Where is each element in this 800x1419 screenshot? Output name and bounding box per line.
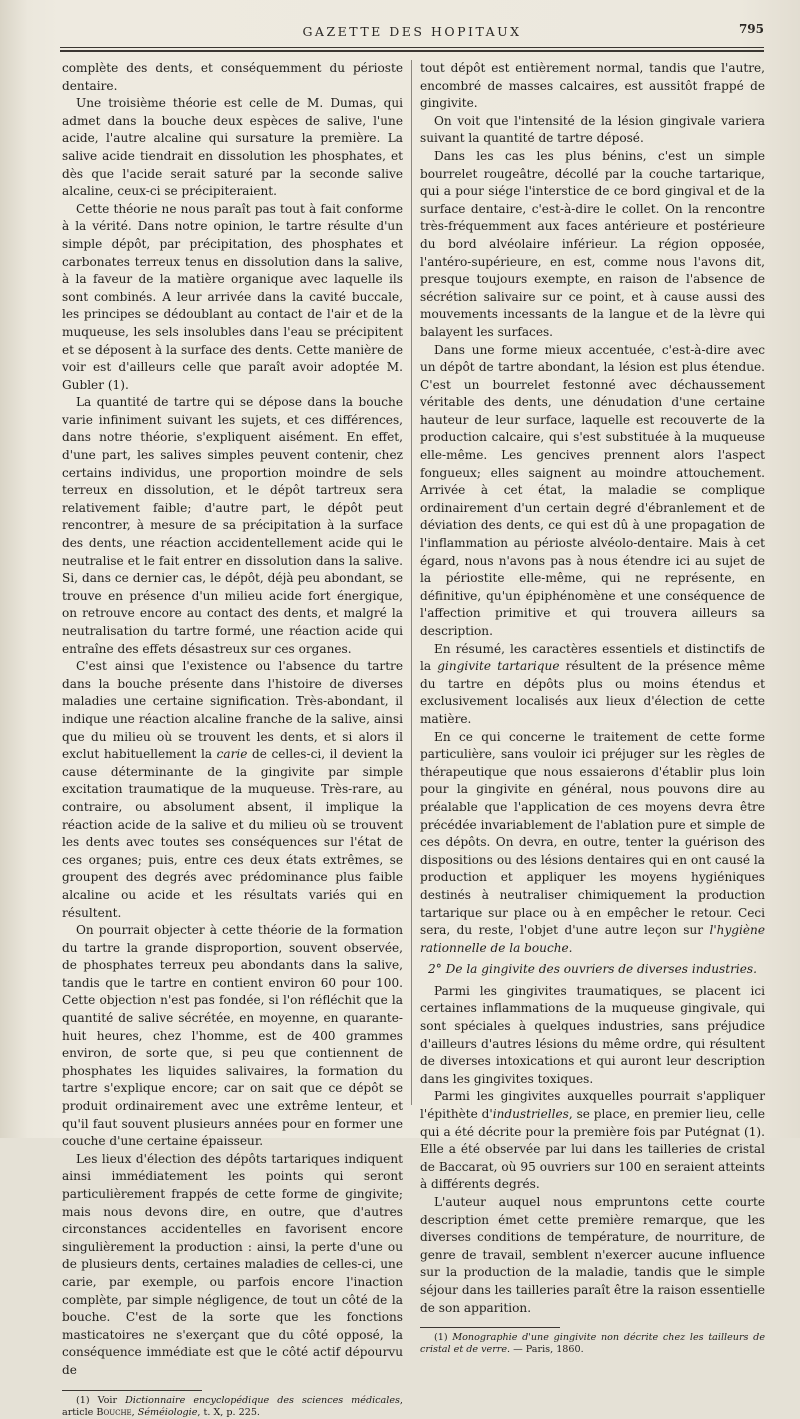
footnote-text: (1) Voir: [76, 1394, 126, 1406]
paragraph: [62, 658, 403, 922]
footnote-text: — Paris, 1860.: [510, 1344, 584, 1356]
text-run: résultent de la présence même du tartre en dépôts plus ou moins étendus et exclusivement localisés aux lieux d'élection de cette matière.: [420, 659, 765, 726]
text-run: Parmi les gingivites auxquelles pourrait s'appliquer l'épithète d': [420, 1089, 765, 1122]
paragraph: complète des dents, et conséquemment du périoste dentaire.: [62, 61, 403, 93]
italic-term: industrielles: [492, 1107, 569, 1122]
footnote-text: (1): [434, 1332, 453, 1344]
text-run: C'est ainsi que l'existence ou l'absence du tartre dans la bouche présente dans l'histoire de diverses maladies une certaine signification. Très-abondant, il indique une réaction alcaline franche de la salive, ainsi que du milieu où se trouvent les dents, et si alors il exclut habituellement la: [62, 659, 403, 762]
left-column: [62, 60, 403, 1419]
paragraph: Les lieux d'élection des dépôts tartariques indiquent ainsi immédiatement les points qui seront particulièrement frappés de cette forme de gingivite; mais nous devons dire, en outre, que d'autres circonstances accidentelles en favorisent encore singulièrement la production : ainsi, la perte d'une ou de plusieurs dents, certaines maladies de celles-ci, une carie, par exemple, ou parfois encore l'inaction complète, par simple négligence, de tout un côté de la bouche. C'est de la sorte que les fonctions masticatoires ne s'exerçant que du côté opposé, la conséquence immédiate est que le côté actif dépourvu de: [62, 1151, 403, 1377]
paragraph: [420, 1088, 765, 1194]
italic-term: gingivite tartarique: [437, 659, 560, 674]
paragraph: L'auteur auquel nous empruntons cette courte description émet cette première remarque, que les diverses conditions de température, de nourriture, de genre de travail, semblent n'exercer aucune influence sur la production de la maladie, tandis que le simple séjour dans les tailleries paraît être la raison essentielle de son apparition.: [420, 1195, 765, 1315]
right-column: [420, 60, 765, 1356]
paragraph: On voit que l'intensité de la lésion gingivale variera suivant la quantité de tartre déposé.: [420, 113, 765, 146]
paragraph: Une troisième théorie est celle de M. Dumas, qui admet dans la bouche deux espèces de salive, l'une acide, l'autre alcaline qui sursature la première. La salive acide tiendrait en dissolution les phosphates, et dès que l'acide serait saturé par la seconde salive alcaline, ceux-ci se précipiteraient.: [62, 96, 403, 199]
footnote-text: , article: [62, 1394, 403, 1418]
footnote-text: , t. X, p. 225.: [197, 1406, 260, 1418]
footnote-rule: [420, 1327, 560, 1328]
paragraph: Dans les cas les plus bénins, c'est un simple bourrelet rougeâtre, décollé par la couche tartarique, qui a pour siége l'interstice de ce bord gingival et de la surface dentaire, c'est-à-dire le collet. On la rencontre très-fréquemment aux faces antérieure et postérieure du bord alvéolaire inférieur. La région opposée, l'antéro-supérieure, en est, comme nous l'avons dit, presque toujours exempte, en raison de l'absence de sécrétion salivaire sur ce point, et à cause aussi des mouvements incessants de la langue et de la lèvre qui balayent les surfaces.: [420, 148, 765, 339]
footnote-author: Bouche: [96, 1406, 132, 1418]
paragraph: Cette théorie ne nous paraît pas tout à fait conforme à la vérité. Dans notre opinion, le tartre résulte d'un simple dépôt, par précipitation, des phosphates et carbonates terreux tenus en dissolution dans la salive, à la faveur de la matière organique avec laquelle ils sont combinés. A leur arrivée dans la cavité buccale, les principes se dédoublant au contact de l'air et de la muqueuse, les sels insolubles dans l'eau se précipitent et se déposent à la surface des dents. Cette manière de voir est d'ailleurs celle que paraît avoir adoptée M. Gubler (1).: [62, 201, 403, 392]
footnote-title: Dictionnaire encyclopédique des sciences médicales: [125, 1394, 400, 1406]
page-header: [60, 20, 764, 44]
paragraph: Dans une forme mieux accentuée, c'est-à-dire avec un dépôt de tartre abondant, la lésion est plus étendue. C'est un bourrelet festonné avec déchaussement véritable des dents, une dénudation d'une certaine hauteur de leur surface, laquelle est recouverte de la production calcaire, qui s'est substituée à la muqueuse elle-même. Les gencives prennent alors l'aspect fongueux; elles saignent au moindre attouchement. Arrivée à cet état, la maladie se complique ordinairement d'un certain degré d'ébranlement et de déviation des dents, ce qui est dû à une propagation de l'inflammation au périoste alvéolo-dentaire. Mais à cet égard, nous n'avons pas à nous étendre ici au sujet de la périostite elle-même, qui ne représente, en définitive, qu'un épiphénomène et une conséquence de l'affection primitive et qui trouvera ailleurs sa description.: [420, 342, 765, 638]
italic-term: carie: [216, 747, 248, 762]
paragraph: La quantité de tartre qui se dépose dans la bouche varie infiniment suivant les sujets, et ces différences, dans notre théorie, s'expliquent aisément. En effet, d'une part, les salives simples peuvent contenir, chez certains individus, une proportion moindre de sels terreux en dissolution, et le dépôt tartreux sera relativement faible; d'autre part, le dépôt peut rencontrer, à mesure de sa précipitation à la surface des dents, une réaction accidentellement acide qui le neutralise et le fait entrer en dissolution dans la salive. Si, dans ce dernier cas, le dépôt, déjà peu abondant, se trouve en présence d'un milieu acide fort énergique, on retrouve encore au contact des dents, et malgré la neutralisation du tartre formé, une réaction acide qui entraîne des effets désastreux sur ces organes.: [62, 395, 403, 656]
paragraph: Parmi les gingivites traumatiques, se placent ici certaines inflammations de la muqueuse gingivale, qui sont spéciales à quelques industries, sans préjudice d'ailleurs d'autres lésions du même ordre, qui résultent de diverses intoxications et qui auront leur description dans les gingivites toxiques.: [420, 983, 765, 1086]
section-heading: 2° De la gingivite des ouvriers de diverses industries.: [428, 962, 757, 977]
paragraph: On pourrait objecter à cette théorie de la formation du tartre la grande disproportion, souvent observée, de phosphates terreux peu abondants dans la salive, tandis que le tartre en contient environ 60 pour 100. Cette objection n'est pas fondée, si l'on réfléchit que la quantité de salive sécrétée, en moyenne, en quarante-huit heures, chez l'homme, est de 400 grammes environ, de sorte que, si peu que contiennent de phosphates les liquides salivaires, la formation du tartre s'explique encore; car on sait que ce dépôt se produit ordinairement avec une extrême lenteur, et qu'il faut souvent plusieurs années pour en former une couche d'une certaine épaisseur.: [62, 923, 403, 1149]
text-run: de celles-ci, il devient la cause déterminante de la gingivite par simple excitation traumatique de la muqueuse. Très-rare, au contraire, ou absolument absent, il implique la réaction acide de la salive et du milieu où se trouvent les dents avec toutes ses conséquences sur l'état de ces organes; puis, entre ces deux états extrêmes, se groupent des degrés avec prédominance plus faible alcaline ou acide et les résultats variés qui en résultent.: [62, 747, 403, 920]
page-number: 795: [738, 22, 764, 36]
running-title: GAZETTE DES HOPITAUX: [302, 24, 522, 39]
text-run: En ce qui concerne le traitement de cette forme particulière, sans vouloir ici préjuger sur les règles de thérapeutique que nous essaierons d'établir plus loin pour la gingivite en général, nous pouvons dire au préalable que l'application de ces moyens devra être précédée invariablement de l'ablation pure et simple de ces dépôts. On devra, en outre, tenter la guérison des dispositions ou des lésions dentaires qui en ont causé la production et appliquer les moyens hygiéniques destinés à neutraliser chimiquement la production tartarique sur place ou à en empêcher le retour. Ceci sera, du reste, l'objet d'une autre leçon sur: [420, 729, 765, 938]
header-rule: [60, 47, 764, 48]
paragraph: tout dépôt est entièrement normal, tandis que l'autre, encombré de masses calcaires, est aussitôt frappé de gingivite.: [420, 61, 765, 111]
footnote: [420, 1332, 765, 1356]
column-divider: [411, 60, 412, 1105]
paragraph: [420, 729, 765, 958]
text-run: En résumé, les caractères essentiels et distinctifs de la: [420, 641, 765, 674]
footnote: (1) Voir Dictionnaire encyclopédique des sciences médicales, article Bouche, Séméiologie, t. X, p. 225.: [62, 1394, 403, 1418]
footnote-rule: [62, 1390, 202, 1391]
text-run: , se place, en premier lieu, celle qui a été décrite pour la première fois par Putégnat (1). Elle a été observée par lui dans les tailleries de cristal de Baccarat, où 95 ouvriers sur 100 en seraient atteints à différents degrés.: [420, 1107, 765, 1192]
header-rule-double: [60, 50, 764, 52]
italic-term: l'hygiène rationnelle de la bouche.: [420, 923, 765, 955]
footnote-title: Monographie d'une gingivite non décrite chez les tailleurs de cristal et de verre.: [420, 1332, 766, 1356]
footnote-title: Séméiologie: [137, 1406, 198, 1418]
paragraph: [420, 641, 765, 729]
